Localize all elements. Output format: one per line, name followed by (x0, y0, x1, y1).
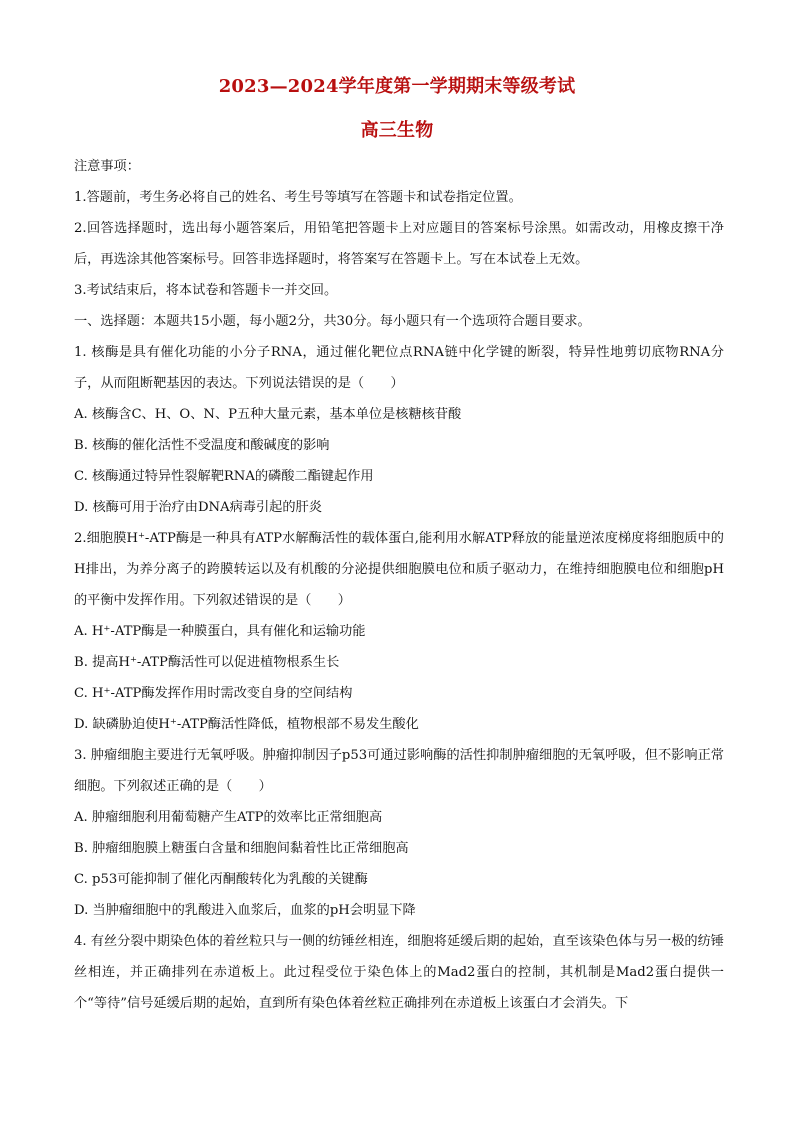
exam-content (74, 151, 724, 1019)
question-stem: 3. 肿瘤细胞主要进行无氧呼吸。肿瘤抑制因子p53可通过影响酶的活性抑制肿瘤细胞的无氧呼吸，但不影响正常细胞。下列叙述正确的是（ ） (74, 748, 724, 794)
question-stem: 2.细胞膜H⁺-ATP酶是一种具有ATP水解酶活性的载体蛋白,能利用水解ATP释放的能量逆浓度梯度将细胞质中的H排出，为养分离子的跨膜转运以及有机酸的分泌提供细胞膜电位和质子驱动力，在维持细胞膜电位和细胞pH的平衡中发挥作用。下列叙述错误的是（ ） (74, 531, 724, 608)
exam-subject: 高三生物 (360, 120, 434, 141)
note-item: 3.考试结束后，将本试卷和答题卡一并交回。 (74, 283, 338, 298)
question-option: A. 肿瘤细胞利用葡萄糖产生ATP的效率比正常细胞高 (74, 810, 383, 825)
question-option: C. p53可能抑制了催化丙酮酸转化为乳酸的关键酶 (74, 872, 368, 887)
note-item: 1.答题前，考生务必将自己的姓名、考生号等填写在答题卡和试卷指定位置。 (74, 190, 522, 205)
question-option: B. 核酶的催化活性不受温度和酸碱度的影响 (74, 438, 330, 453)
question-option: A. 核酶含C、H、O、N、P五种大量元素，基本单位是核糖核苷酸 (74, 407, 462, 422)
note-item: 2.回答选择题时，选出每小题答案后，用铅笔把答题卡上对应题目的答案标号涂黑。如需改动，用橡皮擦干净后，再选涂其他答案标号。回答非选择题时，将答案写在答题卡上。写在本试卷上无效。 (74, 221, 724, 267)
question-option: C. 核酶通过特异性裂解靶RNA的磷酸二酯键起作用 (74, 469, 374, 484)
question-option: D. 核酶可用于治疗由DNA病毒引起的肝炎 (74, 500, 322, 515)
question-stem: 1. 核酶是具有催化功能的小分子RNA，通过催化靶位点RNA链中化学键的断裂，特异性地剪切底物RNA分子，从而阻断靶基因的表达。下列说法错误的是（ ） (74, 345, 724, 391)
question-option: B. 肿瘤细胞膜上糖蛋白含量和细胞间黏着性比正常细胞高 (74, 841, 409, 856)
question-option: D. 当肿瘤细胞中的乳酸进入血浆后，血浆的pH会明显下降 (74, 903, 416, 918)
question-option: D. 缺磷胁迫使H⁺-ATP酶活性降低，植物根部不易发生酸化 (74, 717, 419, 732)
question-option: C. H⁺-ATP酶发挥作用时需改变自身的空间结构 (74, 686, 353, 701)
exam-title: 2023—2024学年度第一学期期末等级考试 (218, 76, 576, 97)
question-option: B. 提高H⁺-ATP酶活性可以促进植物根系生长 (74, 655, 340, 670)
question-option: A. H⁺-ATP酶是一种膜蛋白，具有催化和运输功能 (74, 624, 366, 639)
question-stem: 4. 有丝分裂中期染色体的着丝粒只与一侧的纺锤丝相连，细胞将延缓后期的起始，直至该染色体与另一极的纺锤丝相连，并正确排列在赤道板上。此过程受位于染色体上的Mad2蛋白的控制，其机制是Mad2蛋白提供一个“等待”信号延缓后期的起始，直到所有染色体着丝粒正确排列在赤道板上该蛋白才会消失。下 (74, 934, 724, 1011)
notes-heading: 注意事项： (74, 159, 140, 174)
section-heading: 一、选择题：本题共15小题，每小题2分，共30分。每小题只有一个选项符合题目要求。 (74, 314, 591, 329)
